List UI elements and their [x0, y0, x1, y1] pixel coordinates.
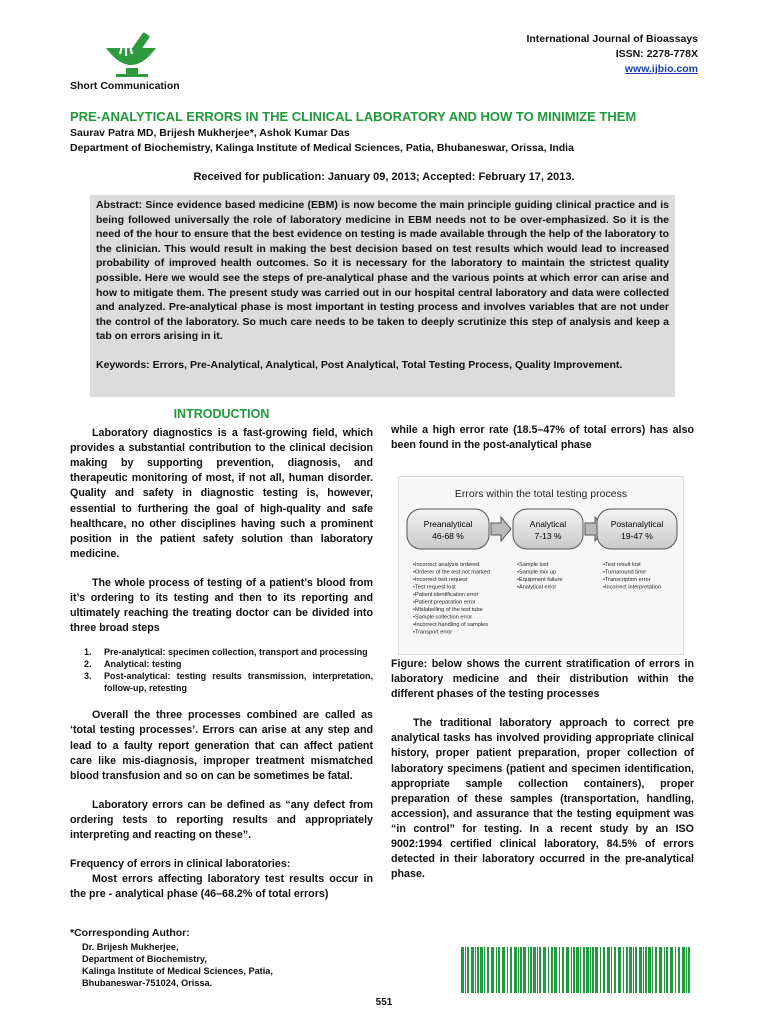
address-line: Bhubaneswar-751024, Orissa.: [82, 978, 213, 989]
list-item: •Turnaround time: [603, 569, 646, 576]
barcode-bar: [583, 947, 585, 993]
figure-testing-process: [398, 476, 684, 655]
list-item: •Incorrect test request: [413, 577, 468, 583]
barcode-bar: [571, 947, 572, 993]
phase-name: Preanalytical: [423, 519, 473, 529]
corresponding-label: *Corresponding Author:: [70, 927, 190, 939]
section-heading-introduction: INTRODUCTION: [173, 407, 270, 421]
barcode-bar: [623, 947, 624, 993]
intro-paragraph-2: The whole process of testing of a patient’s blood from it’s ordering to its testing and then to its reporting and ultimately reaching the treating doctor can be divided into three broad steps: [70, 576, 373, 635]
article-title: PRE-ANALYTICAL ERRORS IN THE CLINICAL LABORATORY AND HOW TO MINIMIZE THEM: [70, 109, 637, 124]
journal-logo-icon: [96, 30, 166, 78]
barcode-bar: [618, 947, 621, 993]
barcode-bar: [573, 947, 575, 993]
phase-range: 46-68 %: [432, 531, 464, 541]
barcode-bar: [475, 947, 476, 993]
barcode-bar: [554, 947, 557, 993]
barcode-bar: [518, 947, 519, 993]
intro-paragraph-1: Laboratory diagnostics is a fast-growing field, which provides a substantial contribution to the clinical decision making by supporting prevention, diagnosis, and therapeutic monitoring of most, if not all, human disorder. Quality and safety in diagnostic testing is, however, essential to furthering the goal of high-quality and safe healthcare, no other disciplines having such a prominent position in the patient safety solution than laboratory medicine.: [70, 427, 373, 560]
left-column: [70, 407, 373, 902]
barcode-bar: [496, 947, 497, 993]
barcode-bar: [682, 947, 685, 993]
journal-issn: ISSN: 2278-778X: [615, 48, 698, 60]
barcode-bar: [678, 947, 680, 993]
barcode-bar: [537, 947, 538, 993]
barcode-bar: [626, 947, 628, 993]
barcode-bar: [480, 947, 483, 993]
barcode-bar: [510, 947, 512, 993]
barcode-bar: [635, 947, 637, 993]
figure-diagram: [399, 477, 683, 654]
barcode-bar: [595, 947, 598, 993]
barcode-bar: [648, 947, 651, 993]
corresponding-address: [70, 941, 273, 990]
intro-paragraph-3: Overall the three processes combined are called as ‘total testing processes’. Errors can arise at any step and lead to a faulty report generation that can affect patient care like mis-diagnosis, improper treatment mismatched blood transfusion and so on can be sometimes be fatal.: [70, 709, 373, 782]
right-paragraph-1: while a high error rate (18.5–47% of total errors) has also been found in the post-analytical phase: [391, 424, 694, 452]
abstract-label: Abstract:: [96, 199, 143, 211]
arrow-icon: [491, 517, 511, 541]
barcode-bar: [502, 947, 505, 993]
list-item: •Incorrect analysis ordered: [413, 562, 480, 568]
barcode-bar: [566, 947, 569, 993]
barcode-bar: [688, 947, 690, 993]
list-item: •Test result lost: [603, 562, 641, 568]
abstract-paragraph: [96, 198, 669, 344]
list-item: 1. Pre-analytical: specimen collection, transport and processing: [94, 646, 373, 658]
barcode-bar: [664, 947, 665, 993]
barcode-bar: [491, 947, 494, 993]
phase-box-preanalytical: [407, 509, 489, 549]
barcode-bar: [643, 947, 644, 993]
address-line: Department of Biochemistry,: [82, 953, 207, 964]
barcode-bar: [498, 947, 500, 993]
barcode-bar: [652, 947, 653, 993]
received-dates: Received for publication: January 09, 2013; Accepted: February 17, 2013.: [193, 171, 575, 183]
address-line: Kalinga Institute of Medical Sciences, Patia,: [82, 966, 273, 977]
list-item: •Mislabelling of the test tube: [413, 607, 483, 613]
phase-range: 19-47 %: [621, 531, 653, 541]
barcode-bar: [659, 947, 662, 993]
barcode-bar: [471, 947, 474, 993]
page-number: 551: [375, 997, 393, 1008]
figure-caption: Figure: below shows the current stratification of errors in laboratory medicine and their distribution within the different phases of the testing processes: [391, 658, 694, 701]
journal-name: International Journal of Bioassays: [526, 33, 698, 45]
barcode-bar: [559, 947, 560, 993]
barcode-bar: [586, 947, 589, 993]
subheading-error-frequency: Frequency of errors in clinical laboratories:: [70, 858, 291, 871]
abstract-box: [90, 195, 675, 397]
barcode-bar: [523, 947, 526, 993]
list-item: •Test request lost: [413, 584, 456, 591]
list-item: •Sample mix up: [517, 569, 556, 576]
barcode-bar: [507, 947, 508, 993]
barcode-bar: [548, 947, 549, 993]
barcode-bar: [666, 947, 668, 993]
figure-title: Errors within the total testing process: [454, 488, 628, 500]
barcode-bar: [539, 947, 541, 993]
barcode-bar: [600, 947, 601, 993]
barcode-bar: [655, 947, 657, 993]
barcode-bar: [629, 947, 632, 993]
list-item: •Incorrect interpretation: [603, 584, 661, 591]
journal-url-link[interactable]: www.ijbio.com: [624, 63, 698, 75]
barcode-bar: [477, 947, 479, 993]
abstract-text: Since evidence based medicine (EBM) is now become the main principle guiding clinical practice and is being followed universally the role of laboratory medicine in EBM needs not to be over-emphasized. So it is the need of the hour to ensure that the best evidence on testing is made available through the help of the laboratory to the clinician. This would result in making the best decision based on test results which would lead to increased probability of improved health outcomes. So it is necessary for the laboratory to maintain the strictest quality possible. Here we would see the steps of pre-analytical phase and the various points at which error can arise and how to mitigate them. The present study was carried out in our hospital central laboratory and data were collected and analyzed. Pre-analytical phase is most important in testing process and involves variables that are not under the control of the laboratory. So much care needs to be taken to deeply scrutinize this step of analysis and keep a tab on errors arising in it.: [96, 199, 669, 343]
phase-box-postanalytical: [597, 509, 677, 549]
list-item: 3. Post-analytical: testing results transmission, interpretation, follow-up, retesting: [94, 670, 373, 694]
barcode-bar: [639, 947, 642, 993]
barcode-bar: [645, 947, 647, 993]
barcode-bar: [551, 947, 553, 993]
right-paragraph-2: The traditional laboratory approach to correct pre analytical tasks has involved providing appropriate clinical history, proper patient preparation, proper collection of laboratory specimens (patient and specimen identification, appropriate sample collection containers), proper preparation of these samples (transportation, handling, accession), and assurance that the testing equipment was “in control” for testing. In a recent study by an ISO 9002:1994 certified clinical laboratory, 84.5% of errors detected in their laboratory occurred in the pre-analytical phase.: [391, 717, 694, 881]
barcode-bar: [611, 947, 612, 993]
barcode-bar: [543, 947, 546, 993]
address-line: Dr. Brijesh Mukherjee,: [82, 941, 179, 952]
barcode-bar: [576, 947, 579, 993]
list-item: •Patient identification error: [413, 592, 479, 598]
barcode-bar: [633, 947, 634, 993]
list-item: •Patient preparation error: [413, 599, 476, 606]
list-item: •Sample lost: [517, 562, 549, 568]
barcode-bar: [670, 947, 673, 993]
barcode-bar: [533, 947, 536, 993]
list-item: •Orderer of the test not marked: [413, 569, 490, 576]
keywords: Keywords: Errors, Pre-Analytical, Analytical, Post Analytical, Total Testing Process, Quality Improvement.: [96, 358, 623, 371]
authors: Saurav Patra MD, Brijesh Mukherjee*, Ashok Kumar Das: [70, 127, 350, 139]
list-item: •Equipment failure: [517, 577, 563, 583]
right-column-lower: [391, 657, 694, 882]
barcode-bar: [528, 947, 529, 993]
barcode-bar: [520, 947, 522, 993]
list-item: •Transcription error: [603, 577, 651, 583]
journal-header: [526, 32, 698, 77]
barcode-bar: [675, 947, 676, 993]
barcode-bar: [614, 947, 616, 993]
barcode-bar: [530, 947, 532, 993]
barcode-bar: [514, 947, 517, 993]
barcode-bar: [487, 947, 489, 993]
corresponding-author: [70, 927, 273, 990]
phase-name: Analytical: [529, 519, 567, 529]
right-column: [391, 423, 694, 453]
barcode-bar: [465, 947, 466, 993]
barcode-icon: [459, 947, 691, 993]
barcode-bar: [603, 947, 605, 993]
list-item: 2. Analytical: testing: [94, 658, 373, 670]
barcode-bar: [580, 947, 581, 993]
barcode-bar: [592, 947, 594, 993]
list-item: •Transport error: [413, 629, 453, 636]
phase-range: 7-13 %: [534, 531, 562, 541]
barcode-bar: [590, 947, 591, 993]
barcode-bar: [484, 947, 485, 993]
list-item: •Incorrect handling of samples: [413, 622, 489, 628]
barcode-bar: [562, 947, 564, 993]
list-item: •Sample collection error: [413, 614, 473, 621]
intro-paragraph-4: Laboratory errors can be defined as “any defect from ordering tests to reporting results and appropriately interpreting and reacting on these”.: [70, 798, 373, 841]
barcode-bar: [686, 947, 687, 993]
intro-paragraph-5: Most errors affecting laboratory test results occur in the pre - analytical phase (46–68.2% of total errors): [70, 873, 373, 901]
testing-steps-list: [70, 646, 373, 694]
barcode-bar: [461, 947, 464, 993]
article-type: Short Communication: [70, 80, 180, 92]
barcode-bar: [607, 947, 610, 993]
affiliation: Department of Biochemistry, Kalinga Institute of Medical Sciences, Patia, Bhubaneswar, Orissa, India: [70, 142, 574, 154]
list-item: •Analytical error: [517, 584, 557, 591]
barcode-bar: [467, 947, 469, 993]
phase-box-analytical: [513, 509, 583, 549]
phase-name: Postanalytical: [610, 519, 664, 529]
